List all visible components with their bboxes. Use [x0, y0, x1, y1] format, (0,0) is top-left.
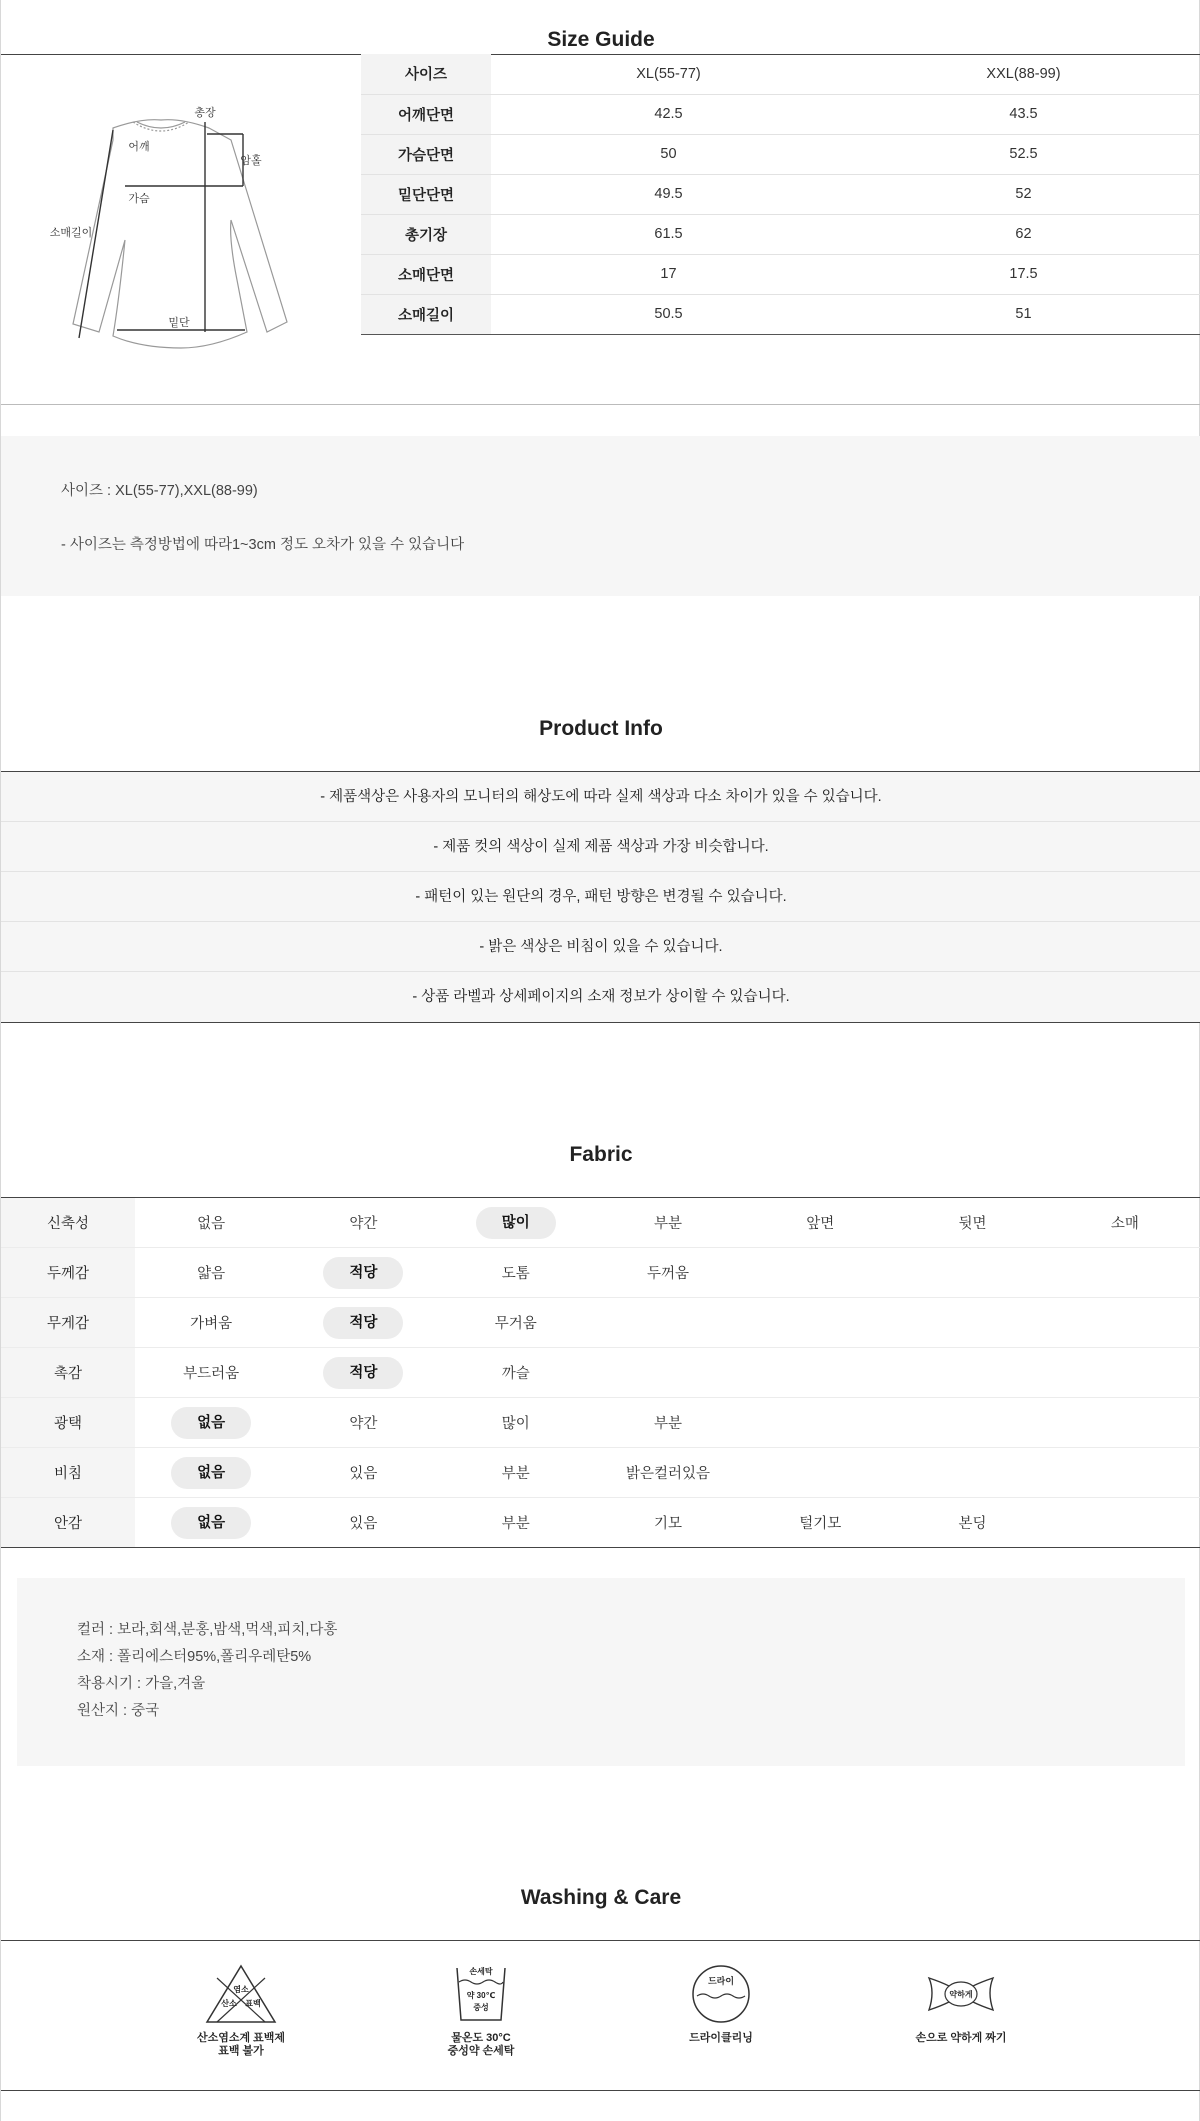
fabric-option-cell: [1049, 1498, 1200, 1548]
fabric-option-cell: [440, 1448, 592, 1498]
fabric-option-cell: [592, 1448, 744, 1498]
fabric-option-cell: [440, 1348, 592, 1398]
washing-care-title: Washing & Care: [520, 1886, 682, 1909]
fabric-row-label: 안감: [1, 1498, 135, 1548]
size-row-label: 소매단면: [361, 254, 491, 294]
fabric-option-cell: [896, 1498, 1048, 1548]
fabric-option: 부분: [653, 1416, 682, 1432]
fabric-option-cell: [287, 1348, 439, 1398]
fabric-option-selected: 적당: [323, 1257, 403, 1289]
fabric-option-cell: [1049, 1248, 1200, 1298]
fabric-option-cell: [135, 1448, 287, 1498]
fabric-option: 소매: [1110, 1216, 1139, 1232]
size-guide-title: Size Guide: [547, 28, 655, 51]
table-row: [361, 294, 1200, 334]
diagram-label-sleeve-length: 소매길이: [49, 227, 93, 239]
care-caption: 산소염소계 표백제: [196, 2032, 286, 2044]
size-cell: 43.5: [846, 94, 1200, 134]
fabric-option-cell: [1049, 1448, 1200, 1498]
care-caption: 중성약 손세탁: [447, 2045, 515, 2057]
divider: [1, 2090, 1200, 2091]
table-row: [361, 254, 1200, 294]
size-cell: 42.5: [491, 94, 846, 134]
size-cell: 52.5: [846, 134, 1200, 174]
fabric-option-selected: 적당: [323, 1357, 403, 1389]
diagram-label-hem: 밑단: [168, 317, 190, 329]
fabric-option: 부드러움: [183, 1366, 240, 1382]
fabric-option-cell: [440, 1298, 592, 1348]
fabric-option-cell: [744, 1398, 896, 1448]
fabric-option-cell: [135, 1348, 287, 1398]
fabric-option-cell: [592, 1498, 744, 1548]
fabric-option-cell: [592, 1348, 744, 1398]
care-item: [161, 1962, 321, 2058]
hand-wash-tub-icon: [451, 1962, 511, 2026]
care-item: [401, 1962, 561, 2058]
fabric-title: Fabric: [569, 1143, 633, 1166]
fabric-option-cell: [135, 1298, 287, 1348]
table-row: [361, 94, 1200, 134]
fabric-option: 부분: [653, 1216, 682, 1232]
care-item: [881, 1962, 1041, 2045]
divider: [1, 404, 1200, 405]
table-row: [361, 134, 1200, 174]
fabric-option: 얇음: [197, 1266, 226, 1282]
svg-text:약 30℃: 약 30℃: [466, 1991, 496, 2000]
fabric-row-label: 촉감: [1, 1348, 135, 1398]
fabric-option-selected: 없음: [171, 1457, 251, 1489]
fabric-info-box: [17, 1578, 1185, 1766]
fabric-option: 없음: [197, 1216, 226, 1232]
season-info: 착용시기 : 가을,겨울: [77, 1676, 206, 1692]
fabric-option-cell: [1049, 1398, 1200, 1448]
fabric-option: 본딩: [958, 1516, 987, 1532]
fabric-option: 약간: [349, 1216, 378, 1232]
fabric-option-cell: [744, 1298, 896, 1348]
fabric-option-cell: [287, 1448, 439, 1498]
fabric-row-label: 신축성: [1, 1198, 135, 1248]
fabric-option: 털기모: [799, 1516, 842, 1532]
table-row: [361, 54, 1200, 94]
fabric-row-label: 두께감: [1, 1248, 135, 1298]
fabric-row-label: 광택: [1, 1398, 135, 1448]
size-row-label: 가슴단면: [361, 134, 491, 174]
size-row-label: 사이즈: [361, 54, 491, 94]
fabric-option: 뒷면: [958, 1216, 987, 1232]
fabric-option-cell: [592, 1298, 744, 1348]
fabric-option: 많이: [501, 1416, 530, 1432]
material-info: 소재 : 폴리에스터95%,폴리우레탄5%: [77, 1649, 312, 1665]
svg-text:중성: 중성: [473, 2003, 489, 2012]
origin-info: 원산지 : 중국: [77, 1703, 160, 1719]
fabric-option-cell: [896, 1398, 1048, 1448]
svg-text:염소: 염소: [233, 1985, 249, 1994]
fabric-option-cell: [440, 1498, 592, 1548]
size-note: - 사이즈는 측정방법에 따라1~3cm 정도 오차가 있을 수 있습니다: [61, 537, 465, 553]
fabric-option-cell: [896, 1198, 1048, 1248]
size-cell: 61.5: [491, 214, 846, 254]
fabric-option-cell: [744, 1198, 896, 1248]
fabric-option-cell: [1049, 1198, 1200, 1248]
fabric-option-cell: [896, 1248, 1048, 1298]
table-row: [1, 1348, 1200, 1398]
fabric-option: 까슬: [501, 1366, 530, 1382]
care-caption: 물온도 30°C: [451, 2032, 511, 2044]
size-row-label: 총기장: [361, 214, 491, 254]
svg-text:표백: 표백: [245, 1999, 261, 2008]
fabric-table: [1, 1197, 1200, 1548]
diagram-label-chest: 가슴: [128, 193, 150, 205]
garment-measurement-diagram: [41, 100, 301, 360]
fabric-option: 무거움: [494, 1316, 537, 1332]
fabric-option-cell: [135, 1498, 287, 1548]
size-row-label: 밑단단면: [361, 174, 491, 214]
list-item: - 상품 라벨과 상세페이지의 소재 정보가 상이할 수 있습니다.: [1, 972, 1200, 1022]
size-note: 사이즈 : XL(55-77),XXL(88-99): [61, 483, 258, 499]
dry-clean-circle-icon: [689, 1962, 753, 2026]
fabric-option-cell: [135, 1248, 287, 1298]
table-row: [1, 1448, 1200, 1498]
size-cell: XXL(88-99): [846, 54, 1200, 94]
divider: [1, 1940, 1200, 1941]
product-info-title: Product Info: [539, 717, 663, 740]
fabric-option: 있음: [349, 1466, 378, 1482]
fabric-option-cell: [287, 1198, 439, 1248]
diagram-label-armhole: 암홀: [240, 155, 262, 167]
fabric-option-cell: [440, 1248, 592, 1298]
fabric-option-selected: 없음: [171, 1407, 251, 1439]
fabric-option-cell: [896, 1448, 1048, 1498]
diagram-label-length: 총장: [194, 107, 216, 119]
size-cell: 51: [846, 294, 1200, 334]
fabric-option: 부분: [501, 1516, 530, 1532]
fabric-option-cell: [135, 1398, 287, 1448]
fabric-row-label: 무게감: [1, 1298, 135, 1348]
fabric-option-cell: [744, 1248, 896, 1298]
svg-text:산소: 산소: [221, 1999, 237, 2008]
size-cell: 49.5: [491, 174, 846, 214]
list-item: - 제품 컷의 색상이 실제 제품 색상과 가장 비슷합니다.: [1, 822, 1200, 872]
fabric-option: 기모: [653, 1516, 682, 1532]
fabric-option-cell: [287, 1398, 439, 1448]
fabric-option: 앞면: [806, 1216, 835, 1232]
list-item: - 밝은 색상은 비침이 있을 수 있습니다.: [1, 922, 1200, 972]
fabric-row-label: 비침: [1, 1448, 135, 1498]
diagram-label-shoulder: 어깨: [128, 141, 150, 153]
care-item: [641, 1962, 801, 2045]
size-cell: 50.5: [491, 294, 846, 334]
fabric-option: 약간: [349, 1416, 378, 1432]
fabric-option: 있음: [349, 1516, 378, 1532]
care-caption: 드라이클리닝: [689, 2032, 753, 2044]
color-info: 컬러 : 보라,회색,분홍,밤색,먹색,피치,다홍: [77, 1622, 338, 1638]
fabric-option-cell: [440, 1398, 592, 1448]
product-info-list: [1, 771, 1200, 1023]
fabric-option: 도톰: [501, 1266, 530, 1282]
fabric-option-cell: [592, 1198, 744, 1248]
table-row: [361, 174, 1200, 214]
size-row-label: 소매길이: [361, 294, 491, 334]
size-cell: 17.5: [846, 254, 1200, 294]
svg-text:드라이: 드라이: [707, 1976, 735, 1986]
table-row: [1, 1248, 1200, 1298]
size-cell: 62: [846, 214, 1200, 254]
fabric-option-selected: 많이: [476, 1207, 556, 1239]
care-caption: 손으로 약하게 짜기: [915, 2032, 1007, 2044]
fabric-option-cell: [1049, 1348, 1200, 1398]
table-row: [1, 1198, 1200, 1248]
list-item: - 패턴이 있는 원단의 경우, 패턴 방향은 변경될 수 있습니다.: [1, 872, 1200, 922]
fabric-option-cell: [896, 1298, 1048, 1348]
gentle-wring-icon: [923, 1962, 999, 2026]
fabric-option-cell: [287, 1298, 439, 1348]
care-caption: 표백 불가: [218, 2045, 264, 2057]
size-row-label: 어깨단면: [361, 94, 491, 134]
fabric-option-cell: [440, 1198, 592, 1248]
fabric-option-cell: [1049, 1298, 1200, 1348]
size-notes-box: [1, 436, 1200, 596]
size-table: [361, 54, 1200, 335]
size-cell: 50: [491, 134, 846, 174]
fabric-option-cell: [744, 1498, 896, 1548]
fabric-option: 밝은컬러있음: [625, 1466, 710, 1482]
fabric-option-cell: [287, 1248, 439, 1298]
fabric-option-cell: [744, 1348, 896, 1398]
table-row: [1, 1398, 1200, 1448]
size-cell: 52: [846, 174, 1200, 214]
fabric-option: 가벼움: [190, 1316, 233, 1332]
svg-text:손세탁: 손세탁: [469, 1967, 493, 1976]
fabric-option-cell: [592, 1248, 744, 1298]
fabric-option-cell: [744, 1448, 896, 1498]
no-bleach-triangle-icon: [203, 1962, 279, 2026]
fabric-option: 두꺼움: [646, 1266, 689, 1282]
fabric-option-cell: [287, 1498, 439, 1548]
fabric-option-selected: 적당: [323, 1307, 403, 1339]
list-item: - 제품색상은 사용자의 모니터의 해상도에 따라 실제 색상과 다소 차이가 있을 수 있습니다.: [1, 772, 1200, 822]
fabric-option-cell: [896, 1348, 1048, 1398]
fabric-option-cell: [592, 1398, 744, 1448]
table-row: [361, 214, 1200, 254]
fabric-option-cell: [135, 1198, 287, 1248]
table-row: [1, 1298, 1200, 1348]
fabric-option: 부분: [501, 1466, 530, 1482]
fabric-option-selected: 없음: [171, 1507, 251, 1539]
size-cell: XL(55-77): [491, 54, 846, 94]
size-cell: 17: [491, 254, 846, 294]
table-row: [1, 1498, 1200, 1548]
svg-text:약하게: 약하게: [949, 1990, 973, 1999]
